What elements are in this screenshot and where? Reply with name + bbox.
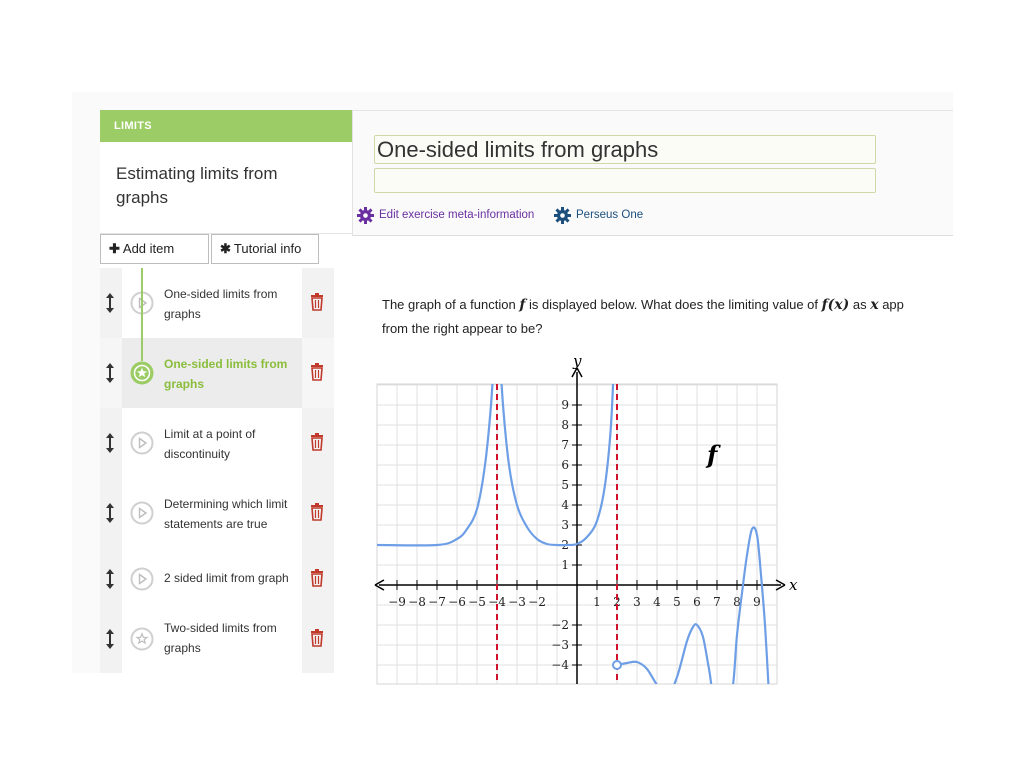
video-icon: [130, 431, 154, 455]
y-tick-label: −2: [551, 618, 569, 632]
function-label: f: [707, 440, 718, 469]
delete-icon[interactable]: [310, 363, 324, 381]
add-item-label: Add item: [122, 241, 175, 256]
question-text-2: is displayed below. What does the limiting value of: [525, 297, 822, 312]
item-label: Two-sided limits from graphs: [164, 621, 277, 655]
video-icon: [130, 501, 154, 525]
exercise-star-icon: [130, 627, 154, 651]
x-tick-label: −5: [468, 595, 486, 609]
math-x: x: [870, 297, 879, 313]
x-tick-label: −2: [528, 595, 546, 609]
x-tick-label: −9: [388, 595, 406, 609]
x-tick-label: −8: [408, 595, 426, 609]
exercise-title-input[interactable]: One-sided limits from graphs: [374, 135, 876, 164]
curve-right-branch: [617, 527, 769, 704]
y-tick-label: 6: [561, 458, 569, 472]
video-icon: [130, 567, 154, 591]
x-tick-label: 3: [633, 595, 641, 609]
perseus-one-label: Perseus One: [576, 209, 644, 221]
item-label: One-sided limits from graphs: [164, 287, 278, 321]
exercise-star-icon: [130, 361, 154, 385]
math-fx: f(x): [821, 297, 850, 313]
item-label: Limit at a point of discontinuity: [164, 427, 256, 461]
open-circle-point: [613, 661, 621, 669]
x-tick-label: 2: [613, 595, 621, 609]
x-tick-label: 1: [593, 595, 601, 609]
y-tick-label: 1: [561, 558, 569, 572]
edit-meta-label: Edit exercise meta-information: [379, 209, 535, 221]
tutorial-info-button[interactable]: [211, 234, 319, 264]
topic-sidebar: [100, 110, 353, 673]
drag-handle-icon[interactable]: [102, 568, 118, 590]
question-text-line2: from the right appear to be?: [382, 321, 543, 336]
question-text-3: as: [849, 297, 871, 312]
tutorial-item-list: [100, 268, 334, 673]
plus-icon: ✚: [109, 241, 120, 256]
y-tick-label: 7: [561, 438, 569, 452]
x-tick-label: −7: [428, 595, 446, 609]
drag-handle-icon[interactable]: [102, 628, 118, 650]
y-tick-label: 5: [561, 478, 569, 492]
y-tick-label: 8: [561, 418, 569, 432]
delete-icon[interactable]: [310, 293, 324, 311]
app-frame: [72, 92, 953, 673]
drag-handle-icon[interactable]: [102, 502, 118, 524]
x-tick-label: −6: [448, 595, 466, 609]
item-label: One-sided limits from graphs: [164, 357, 288, 391]
list-item[interactable]: [100, 408, 334, 478]
progress-rail: [141, 268, 143, 361]
y-tick-label: 9: [561, 398, 569, 412]
delete-icon[interactable]: [310, 569, 324, 587]
exercise-description-input[interactable]: [374, 168, 876, 193]
question-text-4: app: [878, 297, 904, 312]
x-tick-label: 9: [753, 595, 761, 609]
x-axis-label: x: [789, 576, 798, 594]
section-header[interactable]: LIMITS: [100, 110, 352, 142]
item-label: 2 sided limit from graph: [164, 571, 289, 585]
x-tick-label: 5: [673, 595, 681, 609]
gear-icon: [554, 207, 571, 224]
drag-handle-icon[interactable]: [102, 292, 118, 314]
item-label: Determining which limit statements are true: [164, 497, 288, 531]
math-f: f: [519, 297, 526, 313]
list-item[interactable]: [100, 268, 334, 338]
tutorial-info-label: Tutorial info: [233, 241, 302, 256]
y-tick-label: 4: [561, 498, 569, 512]
function-graph: [369, 352, 798, 684]
top-divider: [352, 110, 953, 111]
y-tick-label: 2: [561, 538, 569, 552]
topic-title: Estimating limits from graphs: [116, 164, 278, 207]
drag-handle-icon[interactable]: [102, 362, 118, 384]
x-tick-label: −4: [488, 595, 506, 609]
x-tick-label: −3: [508, 595, 526, 609]
delete-icon[interactable]: [310, 503, 324, 521]
delete-icon[interactable]: [310, 629, 324, 647]
list-item-selected[interactable]: [100, 338, 334, 408]
x-tick-label: 7: [713, 595, 721, 609]
gear-icon: [357, 207, 374, 224]
add-item-button[interactable]: [100, 234, 209, 264]
list-item[interactable]: [100, 548, 334, 608]
y-tick-label: −4: [551, 658, 569, 672]
list-item[interactable]: [100, 478, 334, 548]
x-tick-label: 8: [733, 595, 741, 609]
question-text: [382, 293, 957, 340]
gear-icon: ✱: [220, 241, 231, 256]
delete-icon[interactable]: [310, 433, 324, 451]
list-item[interactable]: [100, 608, 334, 673]
y-tick-label: 3: [561, 518, 569, 532]
y-tick-label: −3: [551, 638, 569, 652]
x-tick-label: 6: [693, 595, 701, 609]
y-axis-label: y: [573, 352, 582, 370]
graph-tick-labels: [388, 398, 761, 672]
drag-handle-icon[interactable]: [102, 432, 118, 454]
question-text-1: The graph of a function: [382, 297, 520, 312]
x-tick-label: 4: [653, 595, 661, 609]
